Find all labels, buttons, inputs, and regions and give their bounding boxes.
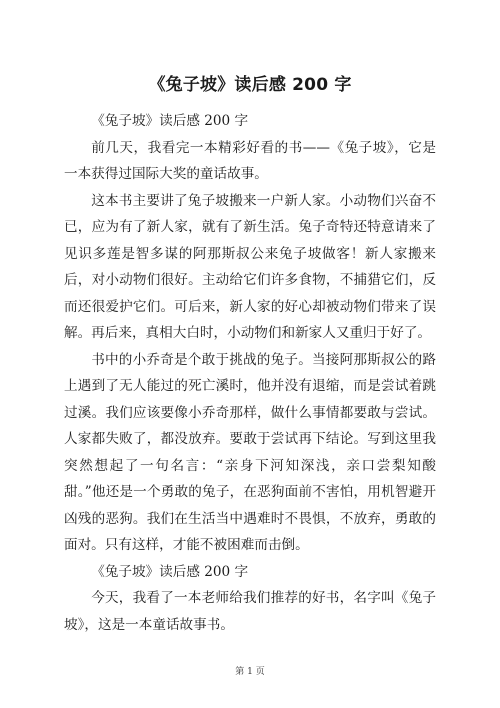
paragraph-subtitle-2: 《兔子坡》读后感 200 字 bbox=[91, 563, 249, 580]
paragraph-reflection: 书中的小乔奇是个敢于挑战的兔子。当接阿那斯叔公的路上遇到了无人能过的死亡溪时，他并没有退缩，而是尝试着跳过溪。我们应该要像小乔奇那样，做什么事情都要敢与尝试。人家都失败了，都没放弃。要敢于尝试再下结论。写到这里我突然想起了一句名言：“亲身下河知深浅，亲口尝梨知酸甜。”他还是一个勇敢的兔子，在恶狗面前不害怕，用机智避开凶残的恶狗。我们在生活当中遇难时不畏惧，不放弃，勇敢的面对。只有这样，才能不被困难而击倒。 bbox=[64, 351, 436, 553]
document-body bbox=[64, 108, 436, 638]
paragraph-summary: 这本书主要讲了兔子坡搬来一户新人家。小动物们兴奋不已，应为有了新人家，就有了新生活。兔子奇特还特意请来了见识多莲是智多谋的阿那斯叔公来兔子坡做客！新人家搬来后，对小动物们很好。主动给它们许多食物，不捕猎它们，反而还很爱护它们。可后来，新人家的好心却被动物们带来了误解。再后来，真相大白时，小动物们和新家人又重归于好了。 bbox=[64, 192, 436, 341]
paragraph-intro: 前几天，我看完一本精彩好看的书——《兔子坡》，它是一本获得过国际大奖的童话故事。 bbox=[64, 139, 436, 182]
paragraph-subtitle-1: 《兔子坡》读后感 200 字 bbox=[91, 113, 249, 129]
page-title: 《兔子坡》读后感 200 字 bbox=[148, 75, 352, 95]
page-number: 第 1 页 bbox=[235, 667, 265, 677]
paragraph-second-essay: 今天，我看了一本老师给我们推荐的好书，名字叫《兔子坡》，这是一本童话故事书。 bbox=[64, 590, 436, 633]
